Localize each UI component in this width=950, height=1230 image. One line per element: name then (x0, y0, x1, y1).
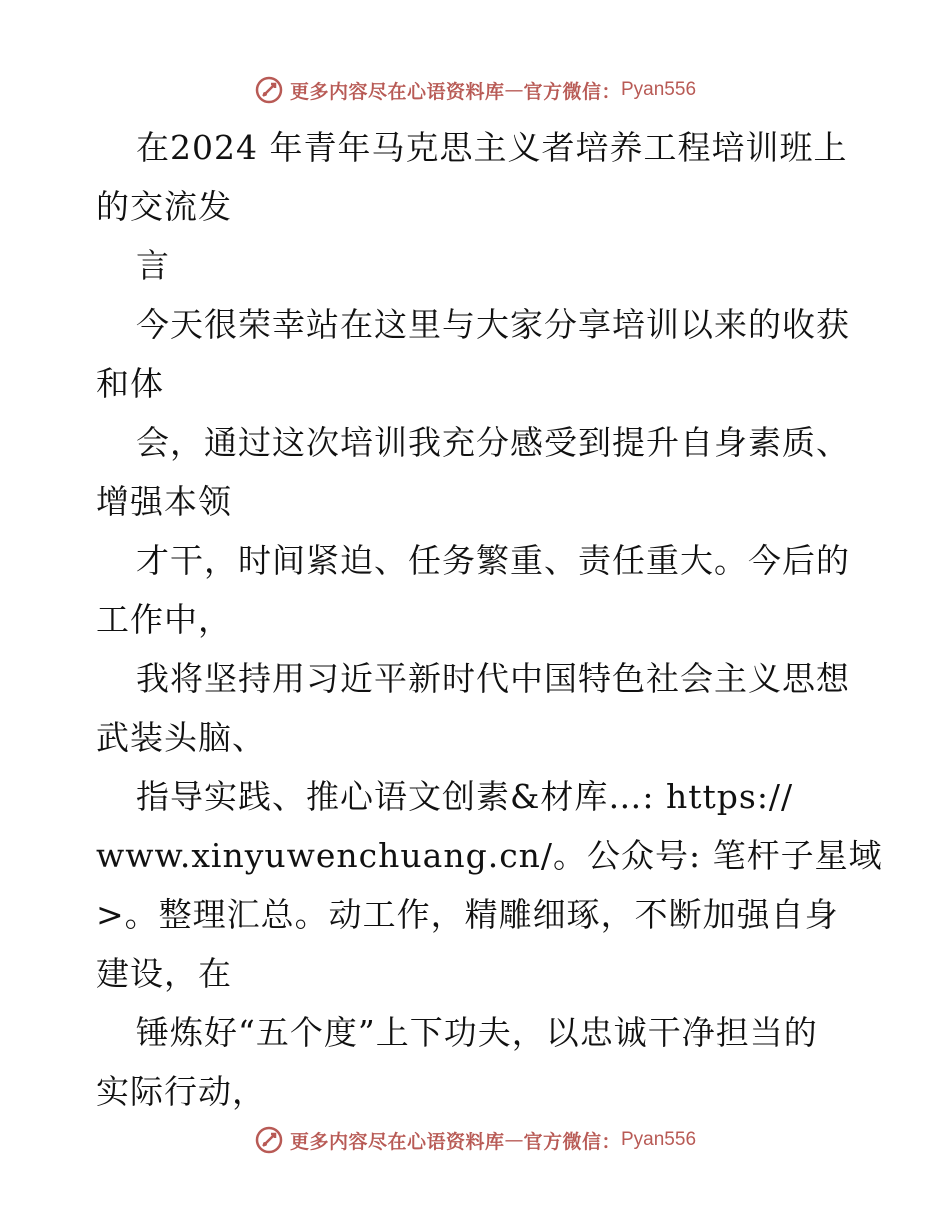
text-line: 言 (136, 246, 170, 285)
watermark-footer (0, 1122, 950, 1158)
text-line: 会，通过这次培训我充分感受到提升自身素质、 (136, 423, 850, 462)
text-line: 我将坚持用习近平新时代中国特色社会主义思想 (136, 659, 850, 698)
watermark-official: 官方微信： (523, 1130, 621, 1153)
document-body (96, 118, 883, 1121)
watermark-separator: — (504, 79, 524, 101)
text-line: 指导实践、推心语文创素&材库…: https:// (136, 777, 794, 816)
text-line: 武装头脑、 (96, 718, 266, 757)
pen-logo-icon (254, 75, 284, 105)
text-line: 今天很荣幸站在这里与大家分享培训以来的收获 (136, 305, 850, 344)
watermark-separator: — (504, 1129, 524, 1151)
watermark-wechat-id: Pyan556 (621, 1129, 697, 1150)
watermark-official: 官方微信： (523, 80, 621, 103)
text-line: 锤炼好“五个度”上下功夫，以忠诚干净担当的 (136, 1013, 818, 1052)
text-line: www.xinyuwenchuang.cn/。公众号: 笔杆子星域 (96, 836, 883, 875)
watermark-brand: 更多内容尽在心语资料库 (289, 80, 505, 103)
text-line: 工作中， (96, 600, 232, 639)
watermark-header (0, 72, 950, 108)
text-line: 实际行动， (96, 1072, 266, 1111)
pen-logo-icon (254, 1125, 284, 1155)
watermark-wechat-id: Pyan556 (621, 79, 697, 100)
text-line: 建设，在 (96, 954, 232, 993)
text-line: 在2024 年青年马克思主义者培养工程培训班上 (136, 128, 848, 167)
watermark-brand: 更多内容尽在心语资料库 (289, 1130, 505, 1153)
text-line: >。整理汇总。动工作，精雕细琢，不断加强自身 (96, 895, 839, 934)
text-line: 增强本领 (96, 482, 232, 521)
text-line: 和体 (96, 364, 164, 403)
text-line: 的交流发 (96, 187, 232, 226)
text-line: 才干，时间紧迫、任务繁重、责任重大。今后的 (136, 541, 850, 580)
